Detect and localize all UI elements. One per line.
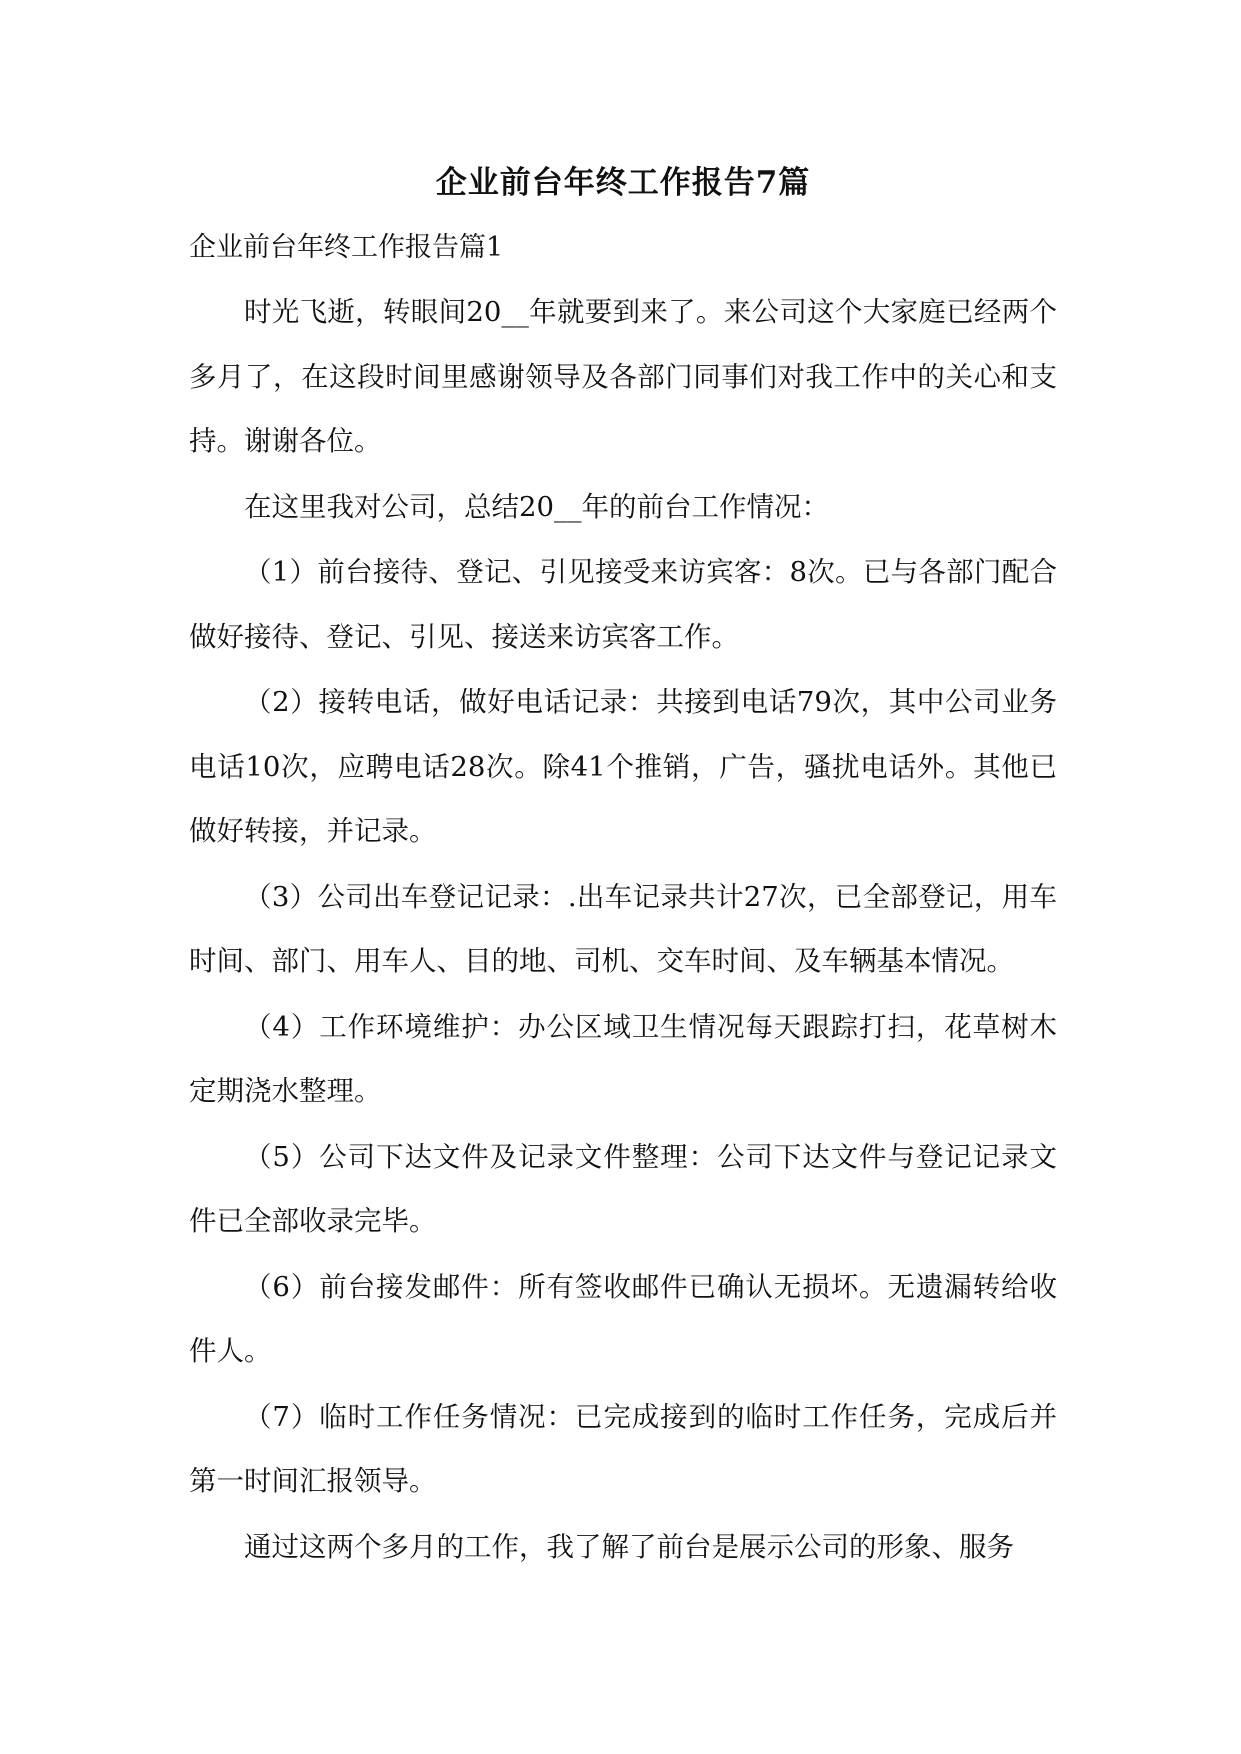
paragraph-item-5: （5）公司下达文件及记录文件整理：公司下达文件与登记记录文件已全部收录完毕。 [189,1140,1057,1237]
document-title: 企业前台年终工作报告7篇 [435,165,811,201]
paragraph-intro: 时光飞逝，转眼间20__年就要到来了。来公司这个大家庭已经两个多月了，在这段时间里感谢领导及各部门同事们对我工作中的关心和支持。谢谢各位。 [189,296,1057,457]
paragraph-item-7: （7）临时工作任务情况：已完成接到的临时工作任务，完成后并第一时间汇报领导。 [189,1400,1057,1497]
document-body [189,150,1057,1580]
section-heading: 企业前台年终工作报告篇1 [189,232,504,263]
paragraph-item-4: （4）工作环境维护：办公区域卫生情况每天跟踪打扫，花草树木定期浇水整理。 [189,1010,1057,1107]
paragraph-item-6: （6）前台接发邮件：所有签收邮件已确认无损坏。无遗漏转给收件人。 [189,1270,1057,1367]
paragraph-item-2: （2）接转电话，做好电话记录：共接到电话79次，其中公司业务电话10次，应聘电话28次。除41个推销，广告，骚扰电话外。其他已做好转接，并记录。 [189,686,1057,847]
paragraph-item-1: （1）前台接待、登记、引见接受来访宾客：8次。已与各部门配合做好接待、登记、引见、接送来访宾客工作。 [189,556,1057,653]
paragraph-conclusion: 通过这两个多月的工作，我了解了前台是展示公司的形象、服务 [244,1530,1014,1563]
paragraph-summary-lead: 在这里我对公司，总结20__年的前台工作情况： [244,490,829,523]
paragraph-item-3: （3）公司出车登记记录：.出车记录共计27次，已全部登记，用车时间、部门、用车人、目的地、司机、交车时间、及车辆基本情况。 [189,880,1057,977]
